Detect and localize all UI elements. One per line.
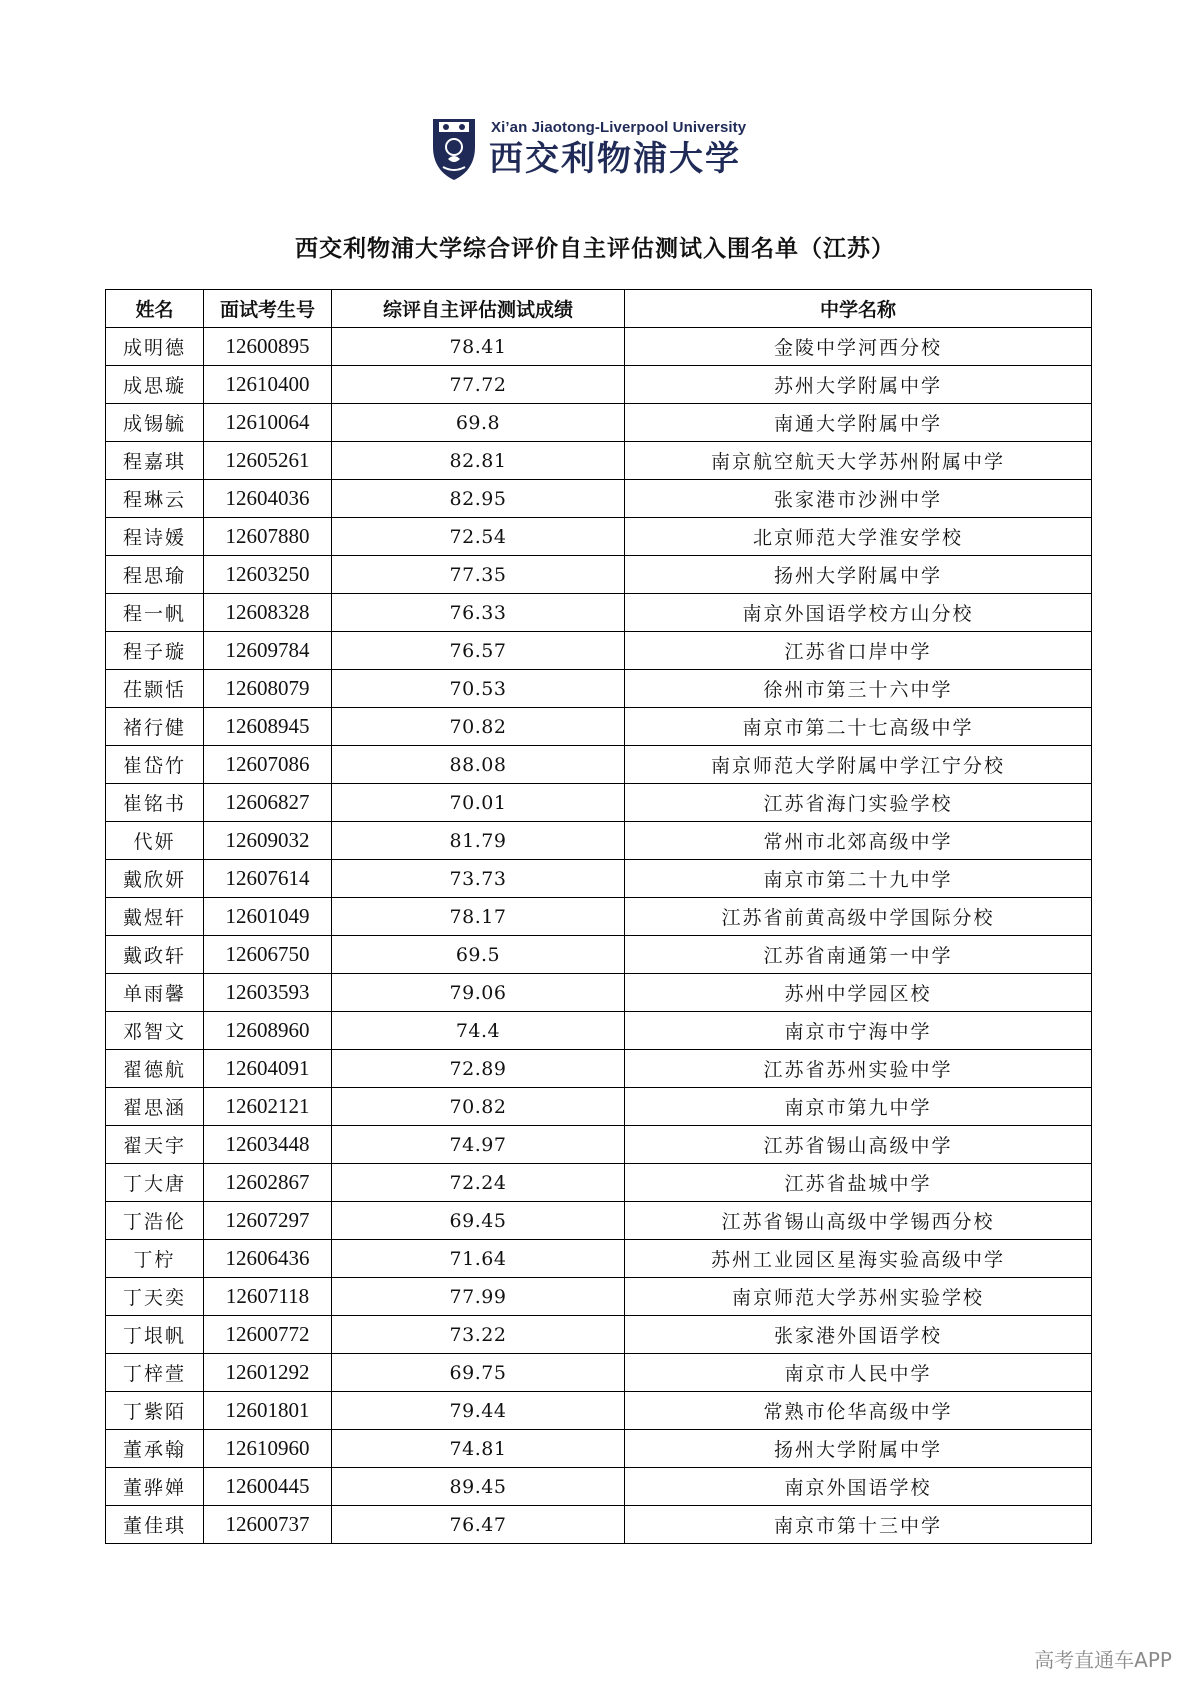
table-row xyxy=(106,1164,1092,1202)
table-row xyxy=(106,1392,1092,1430)
exam-id: 12606750 xyxy=(204,936,332,974)
school-name: 南京市第二十七高级中学 xyxy=(625,708,1092,746)
school-name: 江苏省锡山高级中学锡西分校 xyxy=(625,1202,1092,1240)
exam-id: 12607118 xyxy=(204,1278,332,1316)
score: 76.47 xyxy=(332,1506,625,1544)
candidate-name: 程思瑜 xyxy=(106,556,204,594)
exam-id: 12603250 xyxy=(204,556,332,594)
school-name: 南京师范大学苏州实验学校 xyxy=(625,1278,1092,1316)
candidate-name: 董骅婵 xyxy=(106,1468,204,1506)
candidate-name: 翟德航 xyxy=(106,1050,204,1088)
exam-id: 12606827 xyxy=(204,784,332,822)
table-row xyxy=(106,1088,1092,1126)
score: 72.54 xyxy=(332,518,625,556)
exam-id: 12608079 xyxy=(204,670,332,708)
school-name: 江苏省海门实验学校 xyxy=(625,784,1092,822)
table-row xyxy=(106,632,1092,670)
school-name: 南京市第十三中学 xyxy=(625,1506,1092,1544)
exam-id: 12607297 xyxy=(204,1202,332,1240)
table-row xyxy=(106,328,1092,366)
candidate-name: 董佳琪 xyxy=(106,1506,204,1544)
exam-id: 12607086 xyxy=(204,746,332,784)
candidate-name: 戴政轩 xyxy=(106,936,204,974)
university-shield-icon xyxy=(431,117,477,181)
exam-id: 12600445 xyxy=(204,1468,332,1506)
candidate-name: 程嘉琪 xyxy=(106,442,204,480)
table-row xyxy=(106,1506,1092,1544)
table-row xyxy=(106,1050,1092,1088)
score: 69.5 xyxy=(332,936,625,974)
score: 69.8 xyxy=(332,404,625,442)
table-row xyxy=(106,1468,1092,1506)
school-name: 南京外国语学校 xyxy=(625,1468,1092,1506)
logo-chinese-name: 西交利物浦大学 xyxy=(489,139,741,179)
score: 77.35 xyxy=(332,556,625,594)
candidate-name: 褚行健 xyxy=(106,708,204,746)
table-row xyxy=(106,822,1092,860)
score: 73.22 xyxy=(332,1316,625,1354)
table-row xyxy=(106,936,1092,974)
school-name: 江苏省盐城中学 xyxy=(625,1164,1092,1202)
school-name: 南京市宁海中学 xyxy=(625,1012,1092,1050)
candidate-name: 崔铭书 xyxy=(106,784,204,822)
score: 71.64 xyxy=(332,1240,625,1278)
score: 72.89 xyxy=(332,1050,625,1088)
university-logo xyxy=(431,117,771,183)
exam-id: 12603448 xyxy=(204,1126,332,1164)
school-name: 南京师范大学附属中学江宁分校 xyxy=(625,746,1092,784)
table-row xyxy=(106,1126,1092,1164)
table-row xyxy=(106,1202,1092,1240)
table-row xyxy=(106,898,1092,936)
logo-english-name: Xi’an Jiaotong-Liverpool University xyxy=(491,119,747,136)
school-name: 徐州市第三十六中学 xyxy=(625,670,1092,708)
score: 74.97 xyxy=(332,1126,625,1164)
school-name: 金陵中学河西分校 xyxy=(625,328,1092,366)
score: 70.82 xyxy=(332,708,625,746)
exam-id: 12609784 xyxy=(204,632,332,670)
school-name: 江苏省南通第一中学 xyxy=(625,936,1092,974)
school-name: 江苏省苏州实验中学 xyxy=(625,1050,1092,1088)
score: 74.4 xyxy=(332,1012,625,1050)
candidate-name: 丁大唐 xyxy=(106,1164,204,1202)
score: 74.81 xyxy=(332,1430,625,1468)
candidate-name: 邓智文 xyxy=(106,1012,204,1050)
exam-id: 12610064 xyxy=(204,404,332,442)
score: 81.79 xyxy=(332,822,625,860)
document-title: 西交利物浦大学综合评价自主评估测试入围名单（江苏） xyxy=(295,236,895,262)
candidate-name: 董承翰 xyxy=(106,1430,204,1468)
column-header-score: 综评自主评估测试成绩 xyxy=(332,290,625,328)
score: 78.41 xyxy=(332,328,625,366)
column-header-exam-id: 面试考生号 xyxy=(204,290,332,328)
school-name: 江苏省锡山高级中学 xyxy=(625,1126,1092,1164)
candidate-name: 翟天宇 xyxy=(106,1126,204,1164)
exam-id: 12610400 xyxy=(204,366,332,404)
score: 82.95 xyxy=(332,480,625,518)
candidate-table xyxy=(105,289,1092,1544)
exam-id: 12600895 xyxy=(204,328,332,366)
exam-id: 12602867 xyxy=(204,1164,332,1202)
school-name: 北京师范大学淮安学校 xyxy=(625,518,1092,556)
table-row xyxy=(106,404,1092,442)
candidate-name: 丁浩伦 xyxy=(106,1202,204,1240)
score: 77.99 xyxy=(332,1278,625,1316)
exam-id: 12601292 xyxy=(204,1354,332,1392)
school-name: 常州市北郊高级中学 xyxy=(625,822,1092,860)
school-name: 苏州大学附属中学 xyxy=(625,366,1092,404)
exam-id: 12603593 xyxy=(204,974,332,1012)
candidate-name: 翟思涵 xyxy=(106,1088,204,1126)
score: 76.33 xyxy=(332,594,625,632)
school-name: 张家港市沙洲中学 xyxy=(625,480,1092,518)
table-header-row xyxy=(106,290,1092,328)
exam-id: 12600772 xyxy=(204,1316,332,1354)
score: 70.82 xyxy=(332,1088,625,1126)
column-header-name: 姓名 xyxy=(106,290,204,328)
candidate-name: 成锡毓 xyxy=(106,404,204,442)
exam-id: 12606436 xyxy=(204,1240,332,1278)
table-row xyxy=(106,1012,1092,1050)
score: 73.73 xyxy=(332,860,625,898)
candidate-name: 丁垠帆 xyxy=(106,1316,204,1354)
candidate-name: 程子璇 xyxy=(106,632,204,670)
school-name: 南京市第九中学 xyxy=(625,1088,1092,1126)
school-name: 南京航空航天大学苏州附属中学 xyxy=(625,442,1092,480)
school-name: 南通大学附属中学 xyxy=(625,404,1092,442)
table-row xyxy=(106,1430,1092,1468)
candidate-name: 丁柠 xyxy=(106,1240,204,1278)
exam-id: 12610960 xyxy=(204,1430,332,1468)
score: 82.81 xyxy=(332,442,625,480)
exam-id: 12609032 xyxy=(204,822,332,860)
exam-id: 12600737 xyxy=(204,1506,332,1544)
candidate-name: 成思璇 xyxy=(106,366,204,404)
watermark-text: 高考直通车APP xyxy=(1034,1648,1172,1672)
school-name: 扬州大学附属中学 xyxy=(625,1430,1092,1468)
table-row xyxy=(106,708,1092,746)
score: 77.72 xyxy=(332,366,625,404)
school-name: 扬州大学附属中学 xyxy=(625,556,1092,594)
table-row xyxy=(106,1354,1092,1392)
score: 69.75 xyxy=(332,1354,625,1392)
exam-id: 12607614 xyxy=(204,860,332,898)
exam-id: 12602121 xyxy=(204,1088,332,1126)
score: 78.17 xyxy=(332,898,625,936)
exam-id: 12607880 xyxy=(204,518,332,556)
exam-id: 12601801 xyxy=(204,1392,332,1430)
candidate-name: 戴欣妍 xyxy=(106,860,204,898)
table-row xyxy=(106,556,1092,594)
candidate-name: 代妍 xyxy=(106,822,204,860)
exam-id: 12605261 xyxy=(204,442,332,480)
candidate-name: 单雨馨 xyxy=(106,974,204,1012)
exam-id: 12604036 xyxy=(204,480,332,518)
score: 88.08 xyxy=(332,746,625,784)
school-name: 苏州中学园区校 xyxy=(625,974,1092,1012)
school-name: 常熟市伦华高级中学 xyxy=(625,1392,1092,1430)
table-row xyxy=(106,746,1092,784)
score: 76.57 xyxy=(332,632,625,670)
score: 69.45 xyxy=(332,1202,625,1240)
table-row xyxy=(106,1240,1092,1278)
school-name: 南京外国语学校方山分校 xyxy=(625,594,1092,632)
table-row xyxy=(106,974,1092,1012)
candidate-name: 成明德 xyxy=(106,328,204,366)
score: 79.44 xyxy=(332,1392,625,1430)
score: 70.01 xyxy=(332,784,625,822)
school-name: 南京市第二十九中学 xyxy=(625,860,1092,898)
exam-id: 12608328 xyxy=(204,594,332,632)
score: 79.06 xyxy=(332,974,625,1012)
table-row xyxy=(106,480,1092,518)
candidate-name: 茌颢恬 xyxy=(106,670,204,708)
candidate-name: 程琳云 xyxy=(106,480,204,518)
column-header-school: 中学名称 xyxy=(625,290,1092,328)
table-row xyxy=(106,670,1092,708)
score: 70.53 xyxy=(332,670,625,708)
school-name: 南京市人民中学 xyxy=(625,1354,1092,1392)
score: 72.24 xyxy=(332,1164,625,1202)
score: 89.45 xyxy=(332,1468,625,1506)
table-row xyxy=(106,518,1092,556)
school-name: 江苏省口岸中学 xyxy=(625,632,1092,670)
table-row xyxy=(106,784,1092,822)
exam-id: 12601049 xyxy=(204,898,332,936)
table-row xyxy=(106,594,1092,632)
table-row xyxy=(106,1278,1092,1316)
candidate-name: 戴煜轩 xyxy=(106,898,204,936)
table-row xyxy=(106,442,1092,480)
school-name: 苏州工业园区星海实验高级中学 xyxy=(625,1240,1092,1278)
school-name: 江苏省前黄高级中学国际分校 xyxy=(625,898,1092,936)
table-row xyxy=(106,860,1092,898)
candidate-name: 丁天奕 xyxy=(106,1278,204,1316)
candidate-name: 崔岱竹 xyxy=(106,746,204,784)
candidate-name: 程一帆 xyxy=(106,594,204,632)
candidate-name: 丁紫陌 xyxy=(106,1392,204,1430)
exam-id: 12608945 xyxy=(204,708,332,746)
candidate-name: 程诗媛 xyxy=(106,518,204,556)
school-name: 张家港外国语学校 xyxy=(625,1316,1092,1354)
exam-id: 12604091 xyxy=(204,1050,332,1088)
exam-id: 12608960 xyxy=(204,1012,332,1050)
table-row xyxy=(106,1316,1092,1354)
table-row xyxy=(106,366,1092,404)
candidate-name: 丁梓萱 xyxy=(106,1354,204,1392)
